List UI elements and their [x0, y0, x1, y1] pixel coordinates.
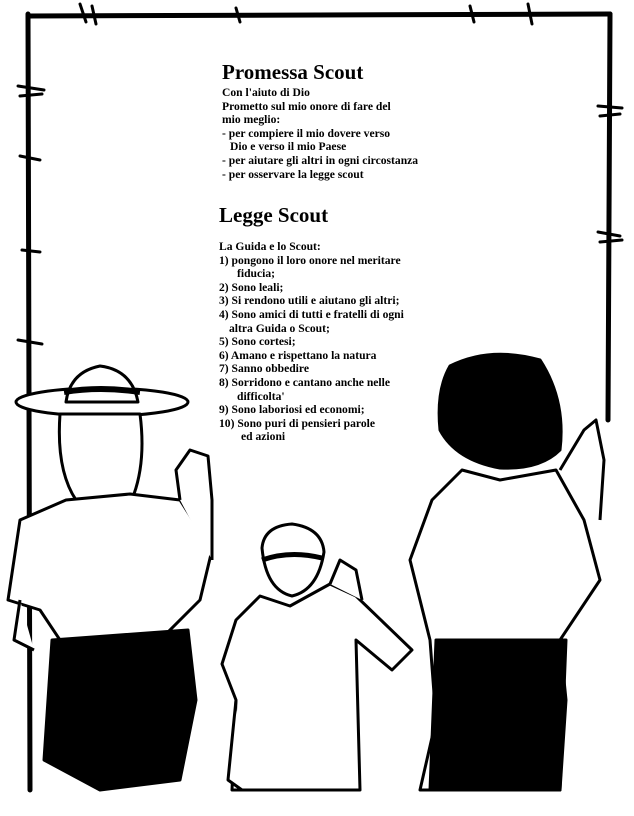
scout-leader-left: [8, 366, 212, 790]
law-line: 10) Sono puri di pensieri parole: [219, 416, 376, 430]
promise-line: - per osservare la legge scout: [222, 167, 364, 181]
law-line: altra Guida o Scout;: [229, 321, 330, 335]
child-scout-center: [222, 524, 412, 790]
law-line: 6) Amano e rispettano la natura: [219, 348, 377, 362]
law-line: La Guida e lo Scout:: [219, 240, 321, 253]
law-title: Legge Scout: [219, 203, 329, 227]
promise-line: Con l'aiuto di Dio: [222, 86, 310, 99]
promise-line: - per compiere il mio dovere verso: [222, 126, 391, 140]
promise-line: - per aiutare gli altri in ogni circostanza: [222, 153, 419, 167]
promise-line: Dio e verso il mio Paese: [230, 140, 347, 154]
promise-title: Promessa Scout: [222, 60, 364, 84]
law-line: 8) Sorridono e cantano anche nelle: [219, 375, 391, 389]
law-line: 7) Sanno obbedire: [219, 362, 309, 376]
law-line: 9) Sono laboriosi ed economi;: [219, 403, 365, 417]
promise-text: [222, 86, 418, 181]
law-line: ed azioni: [241, 430, 286, 444]
promise-line: mio meglio:: [222, 113, 281, 127]
promise-line: Prometto sul mio onore di fare del: [222, 99, 391, 113]
law-line: 5) Sono cortesi;: [219, 335, 296, 349]
law-line: 2) Sono leali;: [219, 280, 284, 294]
scout-leader-right: [410, 354, 604, 790]
law-line: difficolta': [237, 389, 285, 403]
law-line: 4) Sono amici di tutti e fratelli di ogni: [219, 307, 404, 321]
law-line: fiducia;: [237, 267, 276, 281]
law-line: 1) pongono il loro onore nel meritare: [219, 253, 401, 267]
law-line: 3) Si rendono utili e aiutano gli altri;: [219, 294, 400, 308]
law-text: [219, 240, 404, 444]
